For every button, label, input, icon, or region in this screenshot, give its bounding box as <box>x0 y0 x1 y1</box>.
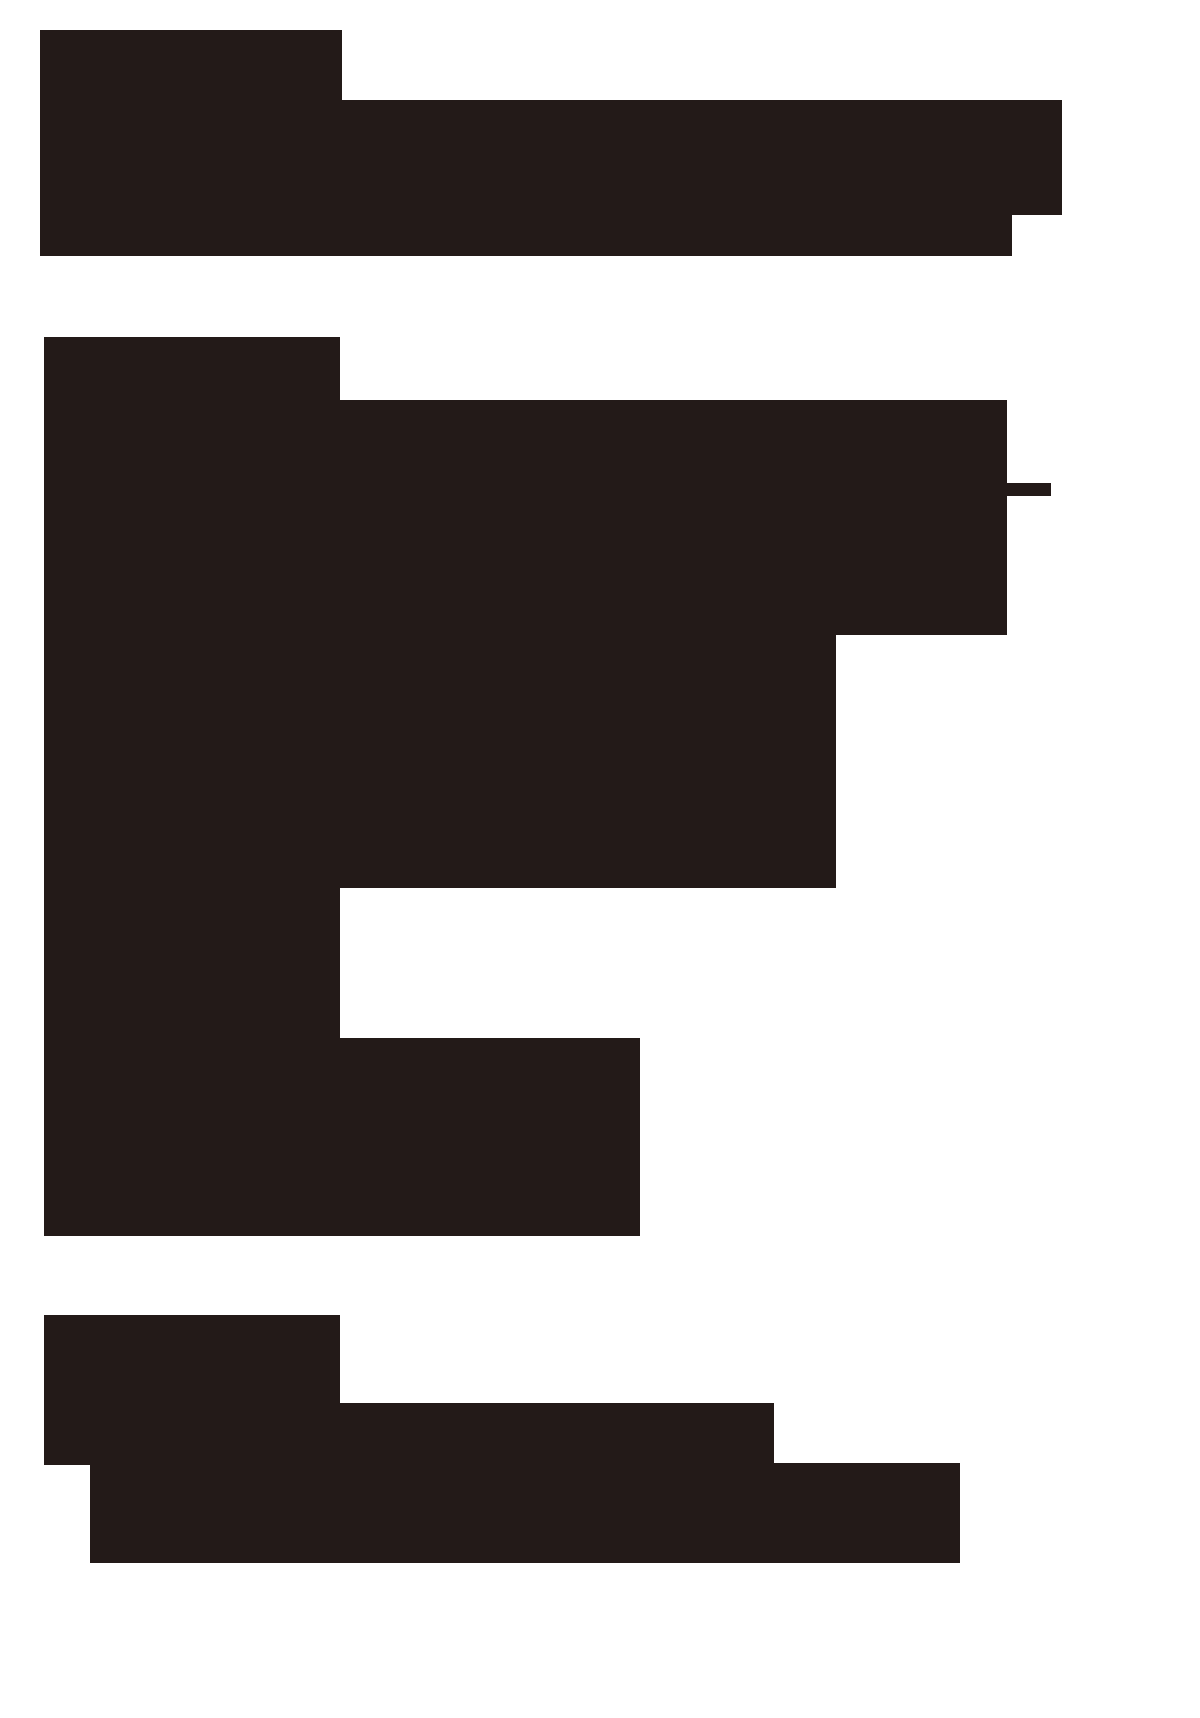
block-2-gap-band <box>44 888 340 1038</box>
block-1-left-cap <box>40 30 342 103</box>
block-2-tick <box>1006 483 1051 496</box>
block-3-wide-band <box>44 1403 774 1465</box>
block-2-low-band <box>44 1038 640 1236</box>
block-2-mid-band <box>44 635 836 888</box>
block-3-bottom <box>90 1463 960 1563</box>
block-1-lower-band <box>40 212 1012 256</box>
block-1-wide-band <box>40 100 1062 215</box>
block-2-left-cap <box>44 337 340 407</box>
block-3-left-cap <box>44 1315 340 1405</box>
